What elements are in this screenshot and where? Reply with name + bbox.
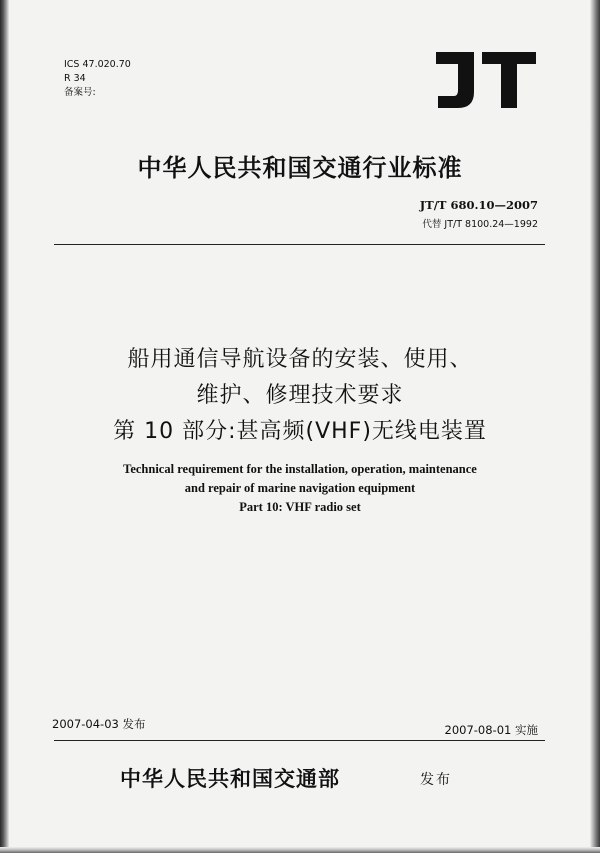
filing-number: 备案号: [64,87,96,98]
scan-edge-bottom [0,847,600,853]
bottom-divider [54,740,545,741]
replaces-standard: 代替 JT/T 8100.24—1992 [422,219,538,230]
chinese-title-line-2: 维护、修理技术要求 [196,383,404,408]
english-title-line-3: Part 10: VHF radio set [239,500,361,514]
issue-date: 2007-04-03 发布 [52,717,146,731]
publisher-name: 中华人民共和国交通部 [120,767,340,791]
ccs-code: R 34 [64,73,86,84]
standard-category-title: 中华人民共和国交通行业标准 [137,154,463,182]
english-title-line-1: Technical requirement for the installation, operation, maintenance [123,462,477,476]
standard-number: JT/T 680.10—2007 [419,198,538,212]
chinese-title-line-1: 船用通信导航设备的安装、使用、 [127,347,473,372]
jt-logo [430,48,540,112]
jt-logo-mark [430,48,540,112]
top-divider [54,244,545,245]
implementation-date: 2007-08-01 实施 [444,723,538,737]
ics-code: ICS 47.020.70 [64,59,131,70]
publish-label: 发布 [420,772,452,788]
chinese-title-line-3: 第 10 部分:甚高频(VHF)无线电装置 [113,419,487,444]
classification-block [64,58,131,100]
english-title-line-2: and repair of marine navigation equipment [184,481,416,495]
